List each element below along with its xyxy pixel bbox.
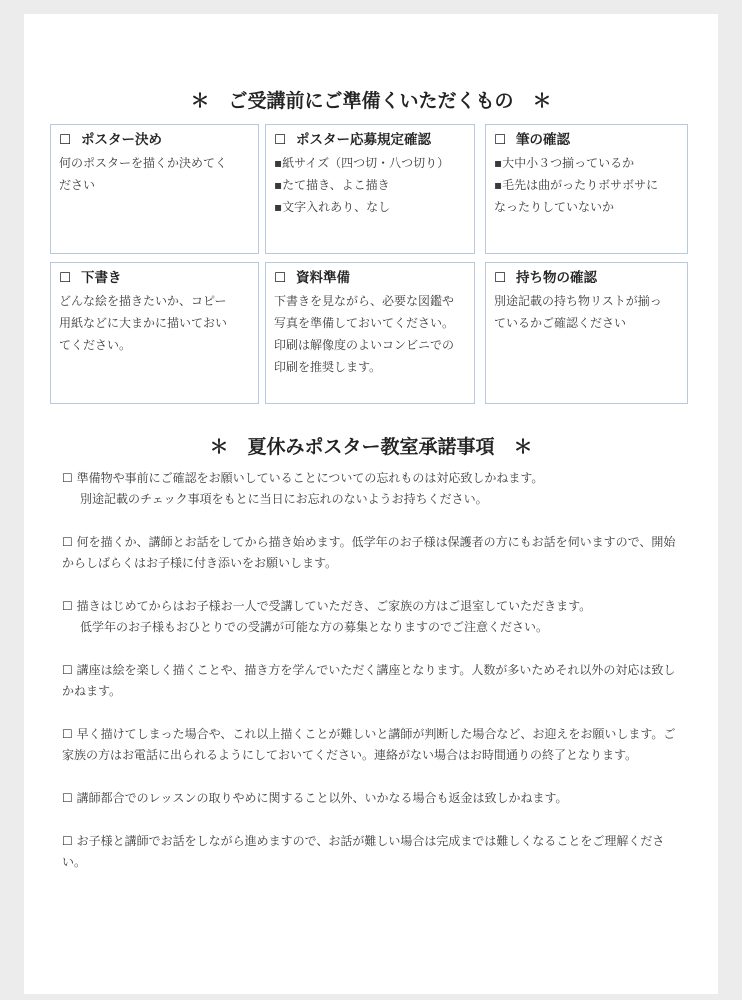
term-item bbox=[62, 831, 682, 873]
checkbox-icon: ☐ bbox=[59, 270, 72, 286]
card-line: ▪大中小３つ揃っているか bbox=[494, 156, 635, 170]
section-title-preparation: ＊ ご受講前にご準備くいただくもの ＊ bbox=[190, 90, 552, 112]
section-title-terms: ＊ 夏休みポスター教室承諾事項 ＊ bbox=[209, 436, 533, 458]
card-heading bbox=[274, 269, 468, 287]
term-text: ☐ 準備物や事前にご確認をお願いしていることについての忘れものは対応致しかねます。 bbox=[62, 471, 544, 485]
card-title: 資料準備 bbox=[296, 270, 350, 286]
card-title: 下書き bbox=[81, 270, 122, 286]
term-text: ☐ お子様と講師でお話をしながら進めますので、お話が難しい場合は完成までは難しくなることをご理解ください。 bbox=[62, 834, 665, 869]
card-line: ださい bbox=[59, 178, 96, 192]
card-title: ポスター決め bbox=[81, 132, 162, 148]
card-body bbox=[59, 152, 252, 196]
card-line: ▪毛先は曲がったりボサボサに bbox=[494, 178, 659, 192]
card-belongings bbox=[485, 262, 688, 404]
card-line: 印刷は解像度のよいコンビニでの bbox=[274, 338, 455, 352]
term-item bbox=[62, 788, 682, 809]
card-body bbox=[59, 290, 252, 356]
card-line: 下書きを見ながら、必要な図鑑や bbox=[274, 294, 455, 308]
card-line: ▪文字入れあり、なし bbox=[274, 200, 391, 214]
card-body bbox=[274, 152, 468, 218]
card-draft bbox=[50, 262, 259, 404]
card-line: どんな絵を描きたいか、コピー bbox=[59, 294, 227, 308]
card-body bbox=[494, 152, 681, 218]
card-heading bbox=[59, 269, 252, 287]
term-item bbox=[62, 596, 682, 638]
term-item bbox=[62, 724, 682, 766]
document-page bbox=[24, 14, 718, 994]
term-item bbox=[62, 468, 682, 510]
card-poster-rules bbox=[265, 124, 475, 254]
card-line: ▪紙サイズ（四つ切・八つ切り） bbox=[274, 156, 450, 170]
checkbox-icon: ☐ bbox=[274, 270, 287, 286]
term-text: ☐ 早く描けてしまった場合や、これ以上描くことが難しいと講師が判断した場合など、お迎えをお願いします。ご家族の方はお電話に出られるようにしておいてください。連絡がない場合はお時間通りの終了となります。 bbox=[62, 727, 676, 762]
card-line: ているかご確認ください bbox=[494, 316, 627, 330]
term-subtext: 別途記載のチェック事項をもとに当日にお忘れのないようお持ちください。 bbox=[80, 492, 488, 506]
term-text: ☐ 何を描くか、講師とお話をしてから描き始めます。低学年のお子様は保護者の方にもお話を伺いますので、開始からしばらくはお子様に付き添いをお願いします。 bbox=[62, 535, 676, 570]
card-heading bbox=[494, 269, 681, 287]
card-heading bbox=[59, 131, 252, 149]
checkbox-icon: ☐ bbox=[494, 132, 507, 148]
checkbox-icon: ☐ bbox=[274, 132, 287, 148]
card-body bbox=[274, 290, 468, 378]
checkbox-icon: ☐ bbox=[59, 132, 72, 148]
terms-list bbox=[62, 468, 682, 895]
term-item bbox=[62, 660, 682, 702]
card-line: てください。 bbox=[59, 338, 132, 352]
card-heading bbox=[274, 131, 468, 149]
card-line: 写真を準備しておいてください。 bbox=[274, 316, 455, 330]
card-title: 持ち物の確認 bbox=[516, 270, 597, 286]
card-line: 用紙などに大まかに描いておい bbox=[59, 316, 228, 330]
checkbox-icon: ☐ bbox=[494, 270, 507, 286]
card-line: 何のポスターを描くか決めてく bbox=[59, 156, 228, 170]
card-heading bbox=[494, 131, 681, 149]
card-title: 筆の確認 bbox=[516, 132, 570, 148]
card-brush-check bbox=[485, 124, 688, 254]
card-title: ポスター応募規定確認 bbox=[296, 132, 431, 148]
card-line: 印刷を推奨します。 bbox=[274, 360, 382, 374]
card-materials bbox=[265, 262, 475, 404]
card-body bbox=[494, 290, 681, 334]
term-text: ☐ 描きはじめてからはお子様お一人で受講していただき、ご家族の方はご退室していただきます。 bbox=[62, 599, 592, 613]
term-text: ☐ 講師都合でのレッスンの取りやめに関すること以外、いかなる場合も返金は致しかねます。 bbox=[62, 791, 568, 805]
card-line: なったりしていないか bbox=[494, 200, 615, 214]
term-item bbox=[62, 532, 682, 574]
term-text: ☐ 講座は絵を楽しく描くことや、描き方を学んでいただく講座となります。人数が多いためそれ以外の対応は致しかねます。 bbox=[62, 663, 676, 698]
term-subtext: 低学年のお子様もおひとりでの受講が可能な方の募集となりますのでご注意ください。 bbox=[80, 620, 549, 634]
card-line: ▪たて描き、よこ描き bbox=[274, 178, 390, 192]
card-line: 別途記載の持ち物リストが揃っ bbox=[494, 294, 662, 308]
card-poster-decision bbox=[50, 124, 259, 254]
